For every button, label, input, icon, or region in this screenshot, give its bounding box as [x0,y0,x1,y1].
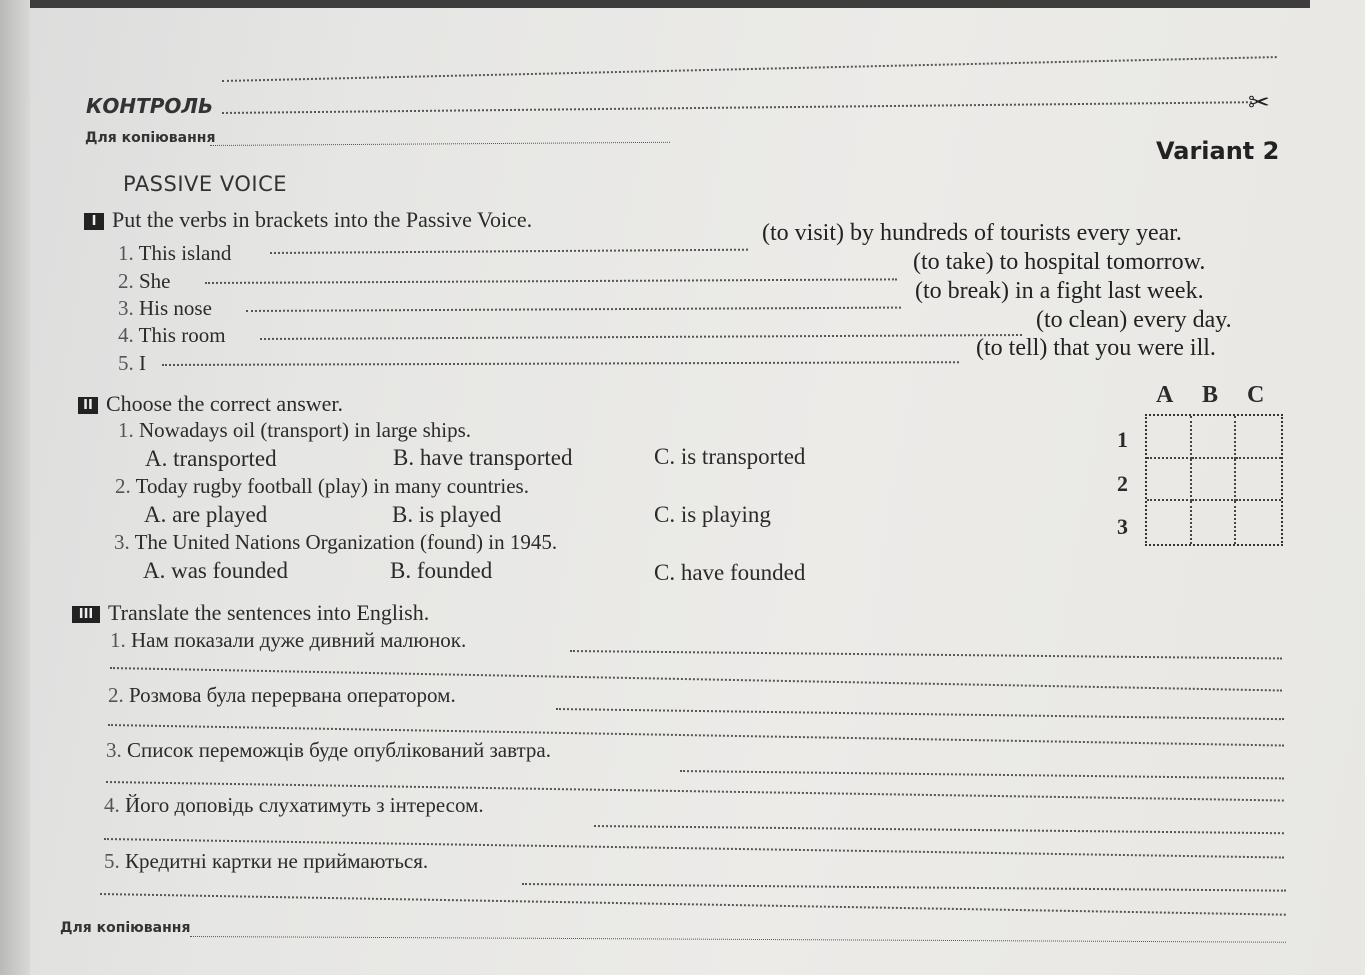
grid-cell-3a[interactable] [1147,501,1192,544]
grid-cell-2a[interactable] [1147,459,1192,502]
grid-cell-2b[interactable] [1192,459,1237,502]
copy-label-rule [210,142,670,146]
header-cut-line-1 [222,56,1277,82]
answer-line-2[interactable] [205,278,897,284]
task1-badge: I [84,213,104,230]
grid-cell-1a[interactable] [1147,416,1192,459]
grid-col-b: B [1202,382,1219,408]
task2-q2-option-b[interactable]: B. is played [392,502,502,527]
answer-line-1[interactable] [270,249,748,254]
grid-cell-2c[interactable] [1236,459,1281,502]
grid-row-2: 2 [1117,471,1128,496]
grid-col-c: C [1247,382,1265,408]
task3-sentence-2: 2. Розмова була перервана оператором. [108,683,456,707]
task1-heading [84,207,532,233]
task1-item-1-end: (to visit) by hundreds of tourists every year. [762,220,1182,246]
translation-line-1a[interactable] [570,650,1282,659]
grid-col-a: A [1156,382,1174,408]
section-title: КОНТРОЛЬ [86,94,214,118]
task3-sentence-4: 4. Його доповідь слухатимуть з інтересом. [104,793,484,817]
task2-q1-option-a[interactable]: A. transported [145,446,277,471]
task2-question-3: 3. The United Nations Organization (found) in 1945. [114,530,558,554]
grid-cell-1b[interactable] [1192,416,1237,459]
task2-title: Choose the correct answer. [106,391,344,416]
answer-line-3[interactable] [246,307,901,312]
copy-label-top: Для копіювання [85,130,216,146]
task1-item-1: 1. This island [118,241,232,265]
copy-label-bottom: Для копіювання [60,920,191,936]
task1-item-3: 3. His nose [118,296,212,320]
task1-item-3-end: (to break) in a fight last week. [915,278,1204,304]
task2-q1-option-c[interactable]: C. is transported [654,444,806,469]
task1-item-4: 4. This room [118,323,226,347]
translation-line-2a[interactable] [556,708,1284,720]
translation-line-4a[interactable] [594,825,1284,834]
task1-item-5: 5. I [118,351,146,375]
task2-q3-option-b[interactable]: B. founded [390,558,493,583]
task3-sentence-3: 3. Список переможців буде опублікований завтра. [106,738,551,762]
answer-line-4[interactable] [260,334,1022,340]
scissors-icon: ✂ [1248,88,1270,117]
page-edge-shadow [0,0,30,975]
header-cut-line-2 [222,101,1252,114]
task2-heading [78,391,343,417]
task2-q2-option-c[interactable]: C. is playing [654,502,771,527]
task2-q3-option-c[interactable]: C. have founded [654,560,806,585]
task2-question-1: 1. Nowadays oil (transport) in large ships. [118,418,472,442]
grid-row-1: 1 [1117,427,1128,452]
task1-item-2-end: (to take) to hospital tomorrow. [913,249,1206,275]
topic-title: PASSIVE VOICE [123,172,287,196]
task2-badge: II [78,397,98,414]
grid-cell-3b[interactable] [1192,501,1237,544]
answer-line-5[interactable] [162,361,959,366]
task2-question-2: 2. Today rugby football (play) in many countries. [115,474,529,498]
task2-q1-option-b[interactable]: B. have transported [393,445,573,470]
task1-title: Put the verbs in brackets into the Passive Voice. [112,207,533,232]
grid-cell-3c[interactable] [1236,501,1281,544]
variant-label: Variant 2 [1156,137,1280,165]
translation-line-5a[interactable] [522,883,1286,892]
translation-line-5b[interactable] [100,893,1286,916]
grid-cell-1c[interactable] [1236,416,1281,459]
task2-q2-option-a[interactable]: A. are played [144,502,268,527]
task1-item-4-end: (to clean) every day. [1036,307,1232,333]
answer-grid [1145,414,1283,546]
task3-title: Translate the sentences into English. [108,600,430,625]
task3-sentence-5: 5. Кредитні картки не приймаються. [104,849,429,873]
translation-line-3a[interactable] [680,770,1284,779]
task3-sentence-1: 1. Нам показали дуже дивний малюнок. [110,628,467,652]
task3-badge: III [72,606,100,623]
task2-q3-option-a[interactable]: A. was founded [143,558,288,583]
task1-item-2: 2. She [118,269,171,293]
task1-item-5-end: (to tell) that you were ill. [976,335,1216,361]
footer-rule [190,936,1286,943]
grid-row-3: 3 [1117,514,1128,539]
top-dark-strip [30,0,1310,8]
task3-heading [72,600,429,626]
